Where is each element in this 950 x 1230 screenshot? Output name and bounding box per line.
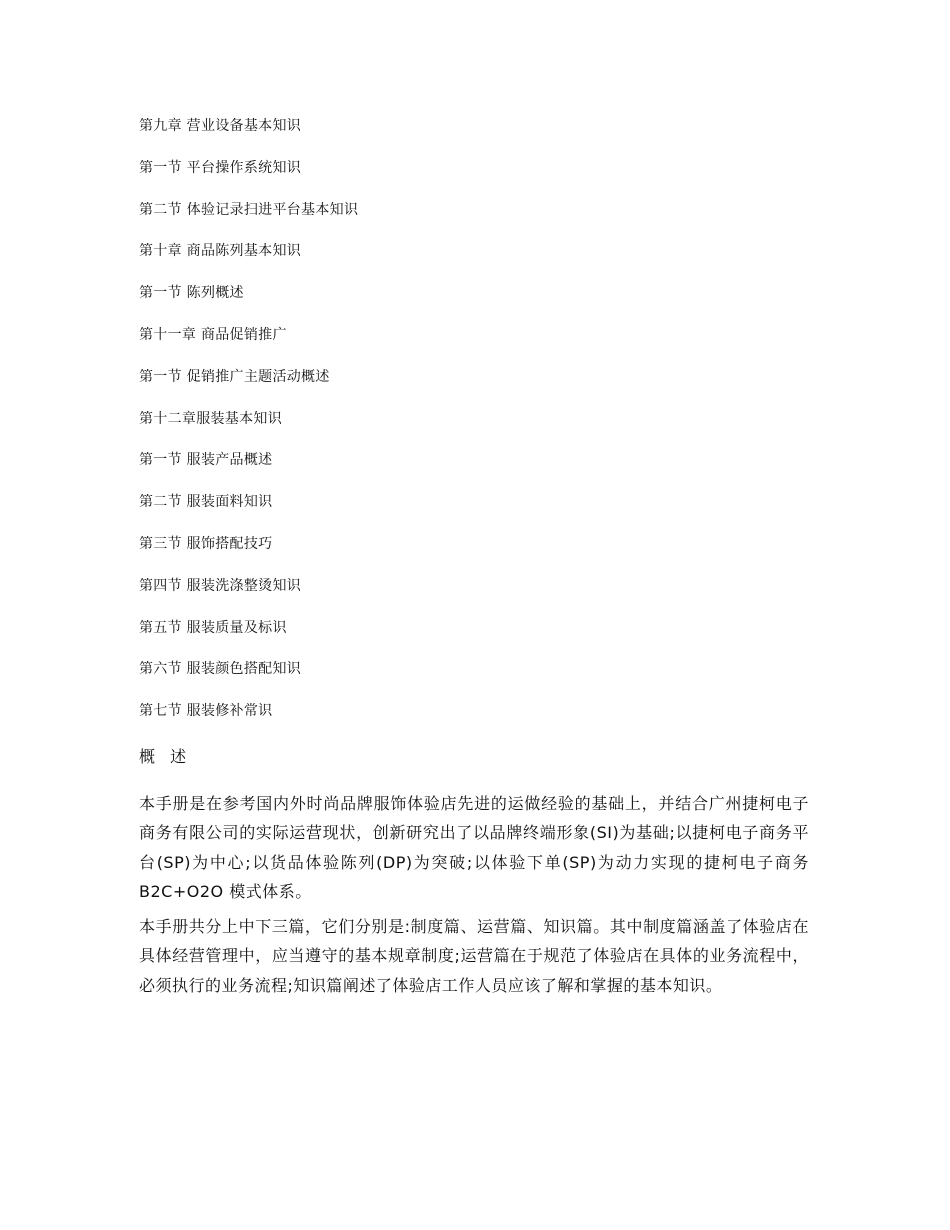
overview-heading: 概 述 <box>139 747 192 766</box>
toc-entry-chapter-9: 第九章 营业设备基本知识 <box>139 118 302 134</box>
toc-entry-chapter-11: 第十一章 商品促销推广 <box>139 326 287 343</box>
toc-entry-chapter-10: 第十章 商品陈列基本知识 <box>139 243 302 260</box>
toc-entry-section: 第六节 服装颜色搭配知识 <box>139 661 302 678</box>
overview-paragraph-2: 本手册共分上中下三篇，它们分别是:制度篇、运营篇、知识篇。其中制度篇涵盖了体验店在具体经营管理中，应当遵守的基本规章制度;运营篇在于规范了体验店在具体的业务流程中，必须执行的业务流程;知识篇阐述了体验店工作人员应该了解和掌握的基本知识。 <box>139 917 809 995</box>
toc-entry-chapter-12: 第十二章服装基本知识 <box>139 410 282 427</box>
toc-entry-section: 第一节 服装产品概述 <box>139 452 273 469</box>
toc-entry-section: 第七节 服装修补常识 <box>139 703 273 720</box>
toc-entry-section: 第三节 服饰搭配技巧 <box>139 535 273 552</box>
toc-entry-section: 第五节 服装质量及标识 <box>139 619 287 636</box>
toc-entry-section: 第一节 平台操作系统知识 <box>139 159 302 176</box>
toc-entry-section: 第一节 促销推广主题活动概述 <box>139 368 330 385</box>
toc-entry-section: 第四节 服装洗涤整烫知识 <box>139 577 302 594</box>
overview-paragraph-1: 本手册是在参考国内外时尚品牌服饰体验店先进的运做经验的基础上，并结合广州捷柯电子商务有限公司的实际运营现状，创新研究出了以品牌终端形象(SI)为基础;以捷柯电子商务平台(SP)为中心;以货品体验陈列(DP)为突破;以体验下单(SP)为动力实现的捷柯电子商务 B2C+O2O 模式体系。 <box>139 794 809 901</box>
toc-entry-section: 第二节 体验记录扫进平台基本知识 <box>139 201 359 218</box>
toc-entry-section: 第二节 服装面料知识 <box>139 494 273 511</box>
toc-entry-section: 第一节 陈列概述 <box>139 285 244 302</box>
table-of-contents <box>139 114 819 741</box>
